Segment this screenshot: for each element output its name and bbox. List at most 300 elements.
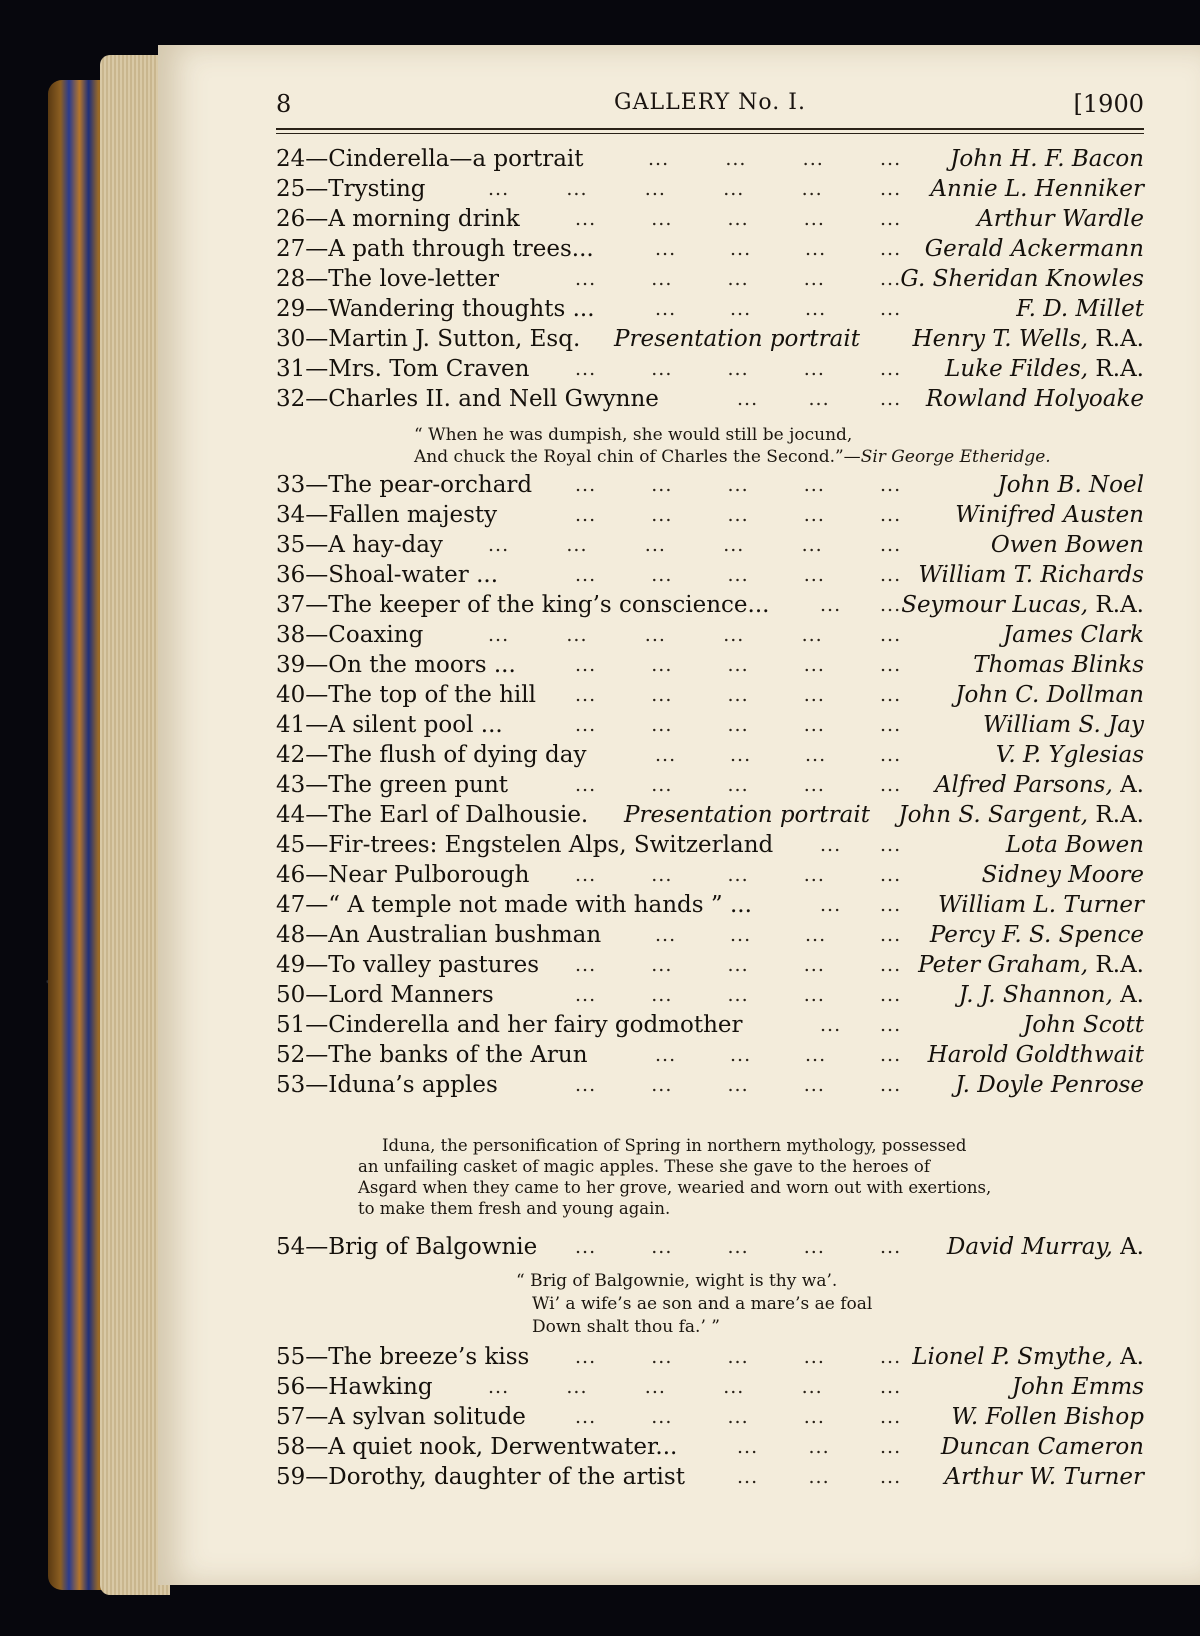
dot-leader: ... bbox=[648, 148, 670, 170]
entry-title: 55—The breeze’s kiss bbox=[276, 1344, 530, 1370]
dot-leader: ... bbox=[651, 684, 673, 706]
artist-name: John Scott bbox=[1023, 1012, 1144, 1038]
catalogue-entry bbox=[276, 1462, 1144, 1492]
dot-leader: ... bbox=[727, 504, 749, 526]
catalogue-entry bbox=[276, 530, 1144, 560]
dot-leader: ... bbox=[803, 714, 825, 736]
dot-leader: ... bbox=[803, 864, 825, 886]
dot-leader: ... bbox=[727, 564, 749, 586]
dot-leader: ... bbox=[651, 1406, 673, 1428]
dot-leader: ... bbox=[880, 894, 902, 916]
dot-leader: ... bbox=[737, 1436, 759, 1458]
dot-leader: ... bbox=[488, 624, 510, 646]
dot-leader: ... bbox=[880, 774, 902, 796]
dot-leader: ... bbox=[644, 534, 666, 556]
entry-artist bbox=[982, 860, 1144, 890]
dot-leader: ... bbox=[880, 954, 902, 976]
entry-artist bbox=[955, 500, 1144, 530]
entry-title: 45—Fir-trees: Engstelen Alps, Switzerland bbox=[276, 832, 774, 858]
dot-leader: ... bbox=[575, 1236, 597, 1258]
artist-name: Winifred Austen bbox=[955, 502, 1144, 528]
dot-leader: ... bbox=[820, 1014, 842, 1036]
entry-artist bbox=[900, 264, 1144, 294]
year-marker: [1900 bbox=[1073, 90, 1144, 118]
dot-leader: ... bbox=[880, 564, 902, 586]
artist-name: John H. F. Bacon bbox=[950, 146, 1144, 172]
dot-leader: ... bbox=[651, 564, 673, 586]
dot-leader: ... bbox=[880, 1074, 902, 1096]
artist-name: Thomas Blinks bbox=[973, 652, 1144, 678]
quote-54-line: Down shalt thou fa.’ ” bbox=[532, 1317, 720, 1337]
catalogue-entry bbox=[276, 1372, 1144, 1402]
dot-leader: ... bbox=[880, 1436, 902, 1458]
dot-leader: ... bbox=[655, 744, 677, 766]
dot-leader: ... bbox=[644, 178, 666, 200]
dot-leader: ... bbox=[727, 208, 749, 230]
entry-note: Presentation portrait bbox=[614, 326, 860, 352]
catalogue-entry bbox=[276, 384, 1144, 414]
dot-leader: ... bbox=[651, 984, 673, 1006]
dot-leader: ... bbox=[880, 1236, 902, 1258]
entry-title: 28—The love-letter bbox=[276, 266, 499, 292]
dot-leader: ... bbox=[727, 774, 749, 796]
artist-name: Peter Graham, bbox=[918, 952, 1089, 978]
dot-leader: ... bbox=[808, 1466, 830, 1488]
dot-leader: ... bbox=[803, 1346, 825, 1368]
artist-name: John Emms bbox=[1011, 1374, 1144, 1400]
dot-leader: ... bbox=[575, 774, 597, 796]
dot-leader: ... bbox=[651, 358, 673, 380]
dot-leader: ... bbox=[880, 624, 902, 646]
quote-32-line-1: “ When he was dumpish, she would still be jocund, bbox=[414, 425, 853, 445]
artist-rank: R.A. bbox=[1088, 952, 1144, 978]
dot-leader: ... bbox=[723, 624, 745, 646]
entry-artist bbox=[959, 980, 1144, 1010]
catalogue-entry bbox=[276, 1040, 1144, 1070]
dot-leader: ... bbox=[880, 684, 902, 706]
dot-leader: ... bbox=[803, 1236, 825, 1258]
dot-leader: ... bbox=[575, 564, 597, 586]
dot-leader: ... bbox=[723, 534, 745, 556]
entry-title: 50—Lord Manners bbox=[276, 982, 494, 1008]
dot-leader: ... bbox=[801, 1376, 823, 1398]
dot-leader: ... bbox=[566, 1376, 588, 1398]
dot-leader: ... bbox=[730, 744, 752, 766]
quote-32-text: And chuck the Royal chin of Charles the Second.”— bbox=[414, 447, 861, 467]
entry-title: 59—Dorothy, daughter of the artist bbox=[276, 1464, 685, 1490]
catalogue-entry bbox=[276, 680, 1144, 710]
dot-leader: ... bbox=[651, 1074, 673, 1096]
entry-title: 49—To valley pastures bbox=[276, 952, 540, 978]
dot-leader: ... bbox=[575, 1346, 597, 1368]
quote-32-line-2 bbox=[414, 446, 1051, 468]
dot-leader: ... bbox=[655, 924, 677, 946]
dot-leader: ... bbox=[727, 714, 749, 736]
entry-artist bbox=[918, 560, 1144, 590]
dot-leader: ... bbox=[805, 1044, 827, 1066]
catalogue-entry bbox=[276, 650, 1144, 680]
note-53-line: an unfailing casket of magic apples. These she gave to the heroes of bbox=[358, 1157, 930, 1176]
dot-leader: ... bbox=[575, 358, 597, 380]
quote-32-source: Sir George Etheridge. bbox=[860, 447, 1051, 467]
dot-leader: ... bbox=[802, 148, 824, 170]
dot-leader: ... bbox=[880, 504, 902, 526]
page-number: 8 bbox=[276, 90, 292, 118]
entry-artist bbox=[977, 204, 1144, 234]
catalogue-entry bbox=[276, 560, 1144, 590]
entry-artist bbox=[944, 1462, 1144, 1492]
entry-artist bbox=[926, 384, 1144, 414]
dot-leader: ... bbox=[737, 388, 759, 410]
dot-leader: ... bbox=[880, 388, 902, 410]
entry-artist bbox=[945, 354, 1144, 384]
catalogue-entry bbox=[276, 144, 1144, 174]
dot-leader: ... bbox=[730, 298, 752, 320]
entry-title: 41—A silent pool ... bbox=[276, 712, 503, 738]
entry-title: 54—Brig of Balgownie bbox=[276, 1234, 538, 1260]
catalogue-entry bbox=[276, 1342, 1144, 1372]
dot-leader: ... bbox=[880, 178, 902, 200]
entry-title: 52—The banks of the Arun bbox=[276, 1042, 588, 1068]
artist-name: Duncan Cameron bbox=[940, 1434, 1144, 1460]
dot-leader: ... bbox=[880, 148, 902, 170]
entry-artist bbox=[998, 470, 1144, 500]
dot-leader: ... bbox=[880, 654, 902, 676]
dot-leader: ... bbox=[803, 208, 825, 230]
entry-artist bbox=[1023, 1010, 1144, 1040]
catalogue-entry bbox=[276, 264, 1144, 294]
artist-name: David Murray, bbox=[946, 1234, 1113, 1260]
artist-name: Luke Fildes, bbox=[945, 356, 1089, 382]
entry-title: 47—“ A temple not made with hands ” ... bbox=[276, 892, 752, 918]
note-53 bbox=[358, 1135, 1058, 1219]
dot-leader: ... bbox=[880, 984, 902, 1006]
dot-leader: ... bbox=[575, 714, 597, 736]
entry-artist bbox=[955, 680, 1144, 710]
dot-leader: ... bbox=[727, 474, 749, 496]
entry-title: 26—A morning drink bbox=[276, 206, 520, 232]
entry-artist bbox=[928, 1040, 1144, 1070]
dot-leader: ... bbox=[803, 684, 825, 706]
dot-leader: ... bbox=[805, 298, 827, 320]
entry-artist bbox=[950, 144, 1144, 174]
dot-leader: ... bbox=[801, 624, 823, 646]
dot-leader: ... bbox=[723, 1376, 745, 1398]
entry-title: 39—On the moors ... bbox=[276, 652, 516, 678]
entry-title: 51—Cinderella and her fairy godmother bbox=[276, 1012, 743, 1038]
dot-leader: ... bbox=[488, 1376, 510, 1398]
entry-title: 34—Fallen majesty bbox=[276, 502, 498, 528]
dot-leader: ... bbox=[803, 504, 825, 526]
entry-artist bbox=[951, 1402, 1144, 1432]
dot-leader: ... bbox=[880, 238, 902, 260]
dot-leader: ... bbox=[575, 504, 597, 526]
entry-artist bbox=[1003, 620, 1144, 650]
entry-title: 43—The green punt bbox=[276, 772, 508, 798]
entry-artist bbox=[991, 530, 1144, 560]
dot-leader: ... bbox=[575, 474, 597, 496]
dot-leader: ... bbox=[880, 834, 902, 856]
catalogue-entry bbox=[276, 980, 1144, 1010]
entry-title: 36—Shoal-water ... bbox=[276, 562, 499, 588]
artist-name: Owen Bowen bbox=[990, 532, 1144, 558]
artist-name: Rowland Holyoake bbox=[925, 386, 1144, 412]
catalogue-entry bbox=[276, 294, 1144, 324]
dot-leader: ... bbox=[575, 268, 597, 290]
entry-title: 40—The top of the hill bbox=[276, 682, 536, 708]
catalogue-entry bbox=[276, 500, 1144, 530]
entry-title: 44—The Earl of Dalhousie. bbox=[276, 802, 589, 828]
quote-54-line: “ Brig of Balgownie, wight is thy wa’. bbox=[516, 1271, 838, 1291]
artist-name: Lionel P. Smythe, bbox=[912, 1344, 1113, 1370]
dot-leader: ... bbox=[727, 1346, 749, 1368]
catalogue-entry bbox=[276, 860, 1144, 890]
note-53-line: to make them fresh and young again. bbox=[358, 1199, 671, 1218]
catalogue-entry bbox=[276, 1232, 1144, 1262]
dot-leader: ... bbox=[651, 1346, 673, 1368]
catalogue-entry bbox=[276, 800, 1144, 830]
dot-leader: ... bbox=[727, 268, 749, 290]
entry-title: 31—Mrs. Tom Craven bbox=[276, 356, 530, 382]
dot-leader: ... bbox=[880, 594, 902, 616]
dot-leader: ... bbox=[730, 924, 752, 946]
dot-leader: ... bbox=[730, 238, 752, 260]
dot-leader: ... bbox=[727, 1074, 749, 1096]
dot-leader: ... bbox=[803, 268, 825, 290]
dot-leader: ... bbox=[575, 654, 597, 676]
entry-title: 57—A sylvan solitude bbox=[276, 1404, 526, 1430]
dot-leader: ... bbox=[803, 1406, 825, 1428]
dot-leader: ... bbox=[727, 358, 749, 380]
dot-leader: ... bbox=[820, 834, 842, 856]
entry-title: 53—Iduna’s apples bbox=[276, 1072, 498, 1098]
catalogue-entry bbox=[276, 740, 1144, 770]
artist-name: Arthur Wardle bbox=[977, 206, 1144, 232]
dot-leader: ... bbox=[651, 504, 673, 526]
artist-name: W. Follen Bishop bbox=[951, 1404, 1144, 1430]
dot-leader: ... bbox=[566, 534, 588, 556]
dot-leader: ... bbox=[651, 954, 673, 976]
entry-artist bbox=[941, 1432, 1144, 1462]
catalogue-entry bbox=[276, 354, 1144, 384]
catalogue-entry bbox=[276, 1432, 1144, 1462]
dot-leader: ... bbox=[880, 534, 902, 556]
dot-leader: ... bbox=[655, 238, 677, 260]
artist-name: Seymour Lucas, bbox=[901, 592, 1089, 618]
dot-leader: ... bbox=[651, 208, 673, 230]
entry-title: 27—A path through trees... bbox=[276, 236, 594, 262]
entry-artist bbox=[938, 890, 1144, 920]
artist-name: William S. Jay bbox=[983, 712, 1144, 738]
entry-artist bbox=[1016, 294, 1144, 324]
entry-artist bbox=[901, 590, 1144, 620]
artist-rank: R.A. bbox=[1088, 592, 1144, 618]
dot-leader: ... bbox=[880, 358, 902, 380]
entry-title: 29—Wandering thoughts ... bbox=[276, 296, 595, 322]
entry-artist bbox=[913, 324, 1144, 354]
dot-leader: ... bbox=[727, 1406, 749, 1428]
artist-name: Gerald Ackermann bbox=[924, 236, 1144, 262]
dot-leader: ... bbox=[575, 684, 597, 706]
catalogue-entry bbox=[276, 710, 1144, 740]
artist-name: John S. Sargent, bbox=[898, 802, 1089, 828]
artist-name: J. J. Shannon, bbox=[958, 982, 1113, 1008]
entry-artist bbox=[918, 950, 1144, 980]
entry-title: 32—Charles II. and Nell Gwynne bbox=[276, 386, 659, 412]
entry-artist bbox=[996, 740, 1144, 770]
dot-leader: ... bbox=[808, 388, 830, 410]
artist-name: James Clark bbox=[1002, 622, 1144, 648]
artist-name: V. P. Yglesias bbox=[995, 742, 1144, 768]
dot-leader: ... bbox=[880, 744, 902, 766]
dot-leader: ... bbox=[730, 1044, 752, 1066]
note-53-line: Iduna, the personification of Spring in northern mythology, possessed bbox=[382, 1136, 967, 1155]
entry-title: 48—An Australian bushman bbox=[276, 922, 602, 948]
dot-leader: ... bbox=[651, 864, 673, 886]
artist-name: Harold Goldthwait bbox=[927, 1042, 1144, 1068]
entry-title: 42—The flush of dying day bbox=[276, 742, 587, 768]
dot-leader: ... bbox=[575, 864, 597, 886]
dot-leader: ... bbox=[651, 654, 673, 676]
header-rule-thin bbox=[276, 133, 1144, 134]
dot-leader: ... bbox=[803, 774, 825, 796]
dot-leader: ... bbox=[575, 1074, 597, 1096]
artist-name: Henry T. Wells, bbox=[912, 326, 1089, 352]
dot-leader: ... bbox=[805, 744, 827, 766]
dot-leader: ... bbox=[575, 1406, 597, 1428]
running-title: GALLERY No. I. bbox=[614, 90, 806, 115]
dot-leader: ... bbox=[880, 1014, 902, 1036]
entry-artist bbox=[947, 1232, 1144, 1262]
dot-leader: ... bbox=[880, 208, 902, 230]
catalogue-entry bbox=[276, 324, 1144, 354]
quote-54-line: Wi’ a wife’s ae son and a mare’s ae foal bbox=[532, 1294, 873, 1314]
dot-leader: ... bbox=[651, 714, 673, 736]
artist-name: Lota Bowen bbox=[1005, 832, 1144, 858]
catalogue-entry bbox=[276, 1402, 1144, 1432]
dot-leader: ... bbox=[805, 924, 827, 946]
dot-leader: ... bbox=[488, 534, 510, 556]
catalogue-entry bbox=[276, 830, 1144, 860]
catalogue-entry bbox=[276, 470, 1144, 500]
artist-name: Arthur W. Turner bbox=[944, 1464, 1144, 1490]
catalogue-entry bbox=[276, 234, 1144, 264]
dot-leader: ... bbox=[566, 624, 588, 646]
artist-name: William T. Richards bbox=[918, 562, 1144, 588]
artist-rank: A. bbox=[1112, 1234, 1144, 1260]
dot-leader: ... bbox=[655, 1044, 677, 1066]
dot-leader: ... bbox=[880, 864, 902, 886]
entry-artist bbox=[1012, 1372, 1144, 1402]
artist-rank: R.A. bbox=[1088, 326, 1144, 352]
dot-leader: ... bbox=[880, 1346, 902, 1368]
dot-leader: ... bbox=[803, 358, 825, 380]
catalogue-entry bbox=[276, 890, 1144, 920]
artist-name: Annie L. Henniker bbox=[930, 176, 1144, 202]
artist-rank: A. bbox=[1112, 982, 1144, 1008]
dot-leader: ... bbox=[727, 684, 749, 706]
dot-leader: ... bbox=[727, 654, 749, 676]
entry-artist bbox=[912, 1342, 1144, 1372]
catalogue-entry bbox=[276, 590, 1144, 620]
dot-leader: ... bbox=[820, 894, 842, 916]
entry-title: 30—Martin J. Sutton, Esq. bbox=[276, 326, 581, 352]
catalogue-entry bbox=[276, 950, 1144, 980]
dot-leader: ... bbox=[880, 714, 902, 736]
entry-artist bbox=[955, 1070, 1144, 1100]
entry-title: 46—Near Pulborough bbox=[276, 862, 530, 888]
dot-leader: ... bbox=[651, 774, 673, 796]
entry-artist bbox=[973, 650, 1144, 680]
catalogue-entry bbox=[276, 1070, 1144, 1100]
entry-title: 37—The keeper of the king’s conscience... bbox=[276, 592, 770, 618]
artist-name: John C. Dollman bbox=[955, 682, 1144, 708]
catalogue-entry bbox=[276, 920, 1144, 950]
dot-leader: ... bbox=[727, 1236, 749, 1258]
dot-leader: ... bbox=[575, 208, 597, 230]
entry-title: 24—Cinderella—a portrait bbox=[276, 146, 584, 172]
dot-leader: ... bbox=[805, 238, 827, 260]
page-header bbox=[276, 84, 1144, 124]
dot-leader: ... bbox=[727, 984, 749, 1006]
dot-leader: ... bbox=[651, 1236, 673, 1258]
dot-leader: ... bbox=[575, 984, 597, 1006]
entry-artist bbox=[925, 234, 1144, 264]
artist-rank: R.A. bbox=[1088, 802, 1144, 828]
dot-leader: ... bbox=[803, 474, 825, 496]
dot-leader: ... bbox=[644, 624, 666, 646]
dot-leader: ... bbox=[575, 954, 597, 976]
dot-leader: ... bbox=[803, 954, 825, 976]
dot-leader: ... bbox=[566, 178, 588, 200]
entry-title: 35—A hay-day bbox=[276, 532, 443, 558]
entry-title: 38—Coaxing bbox=[276, 622, 424, 648]
entry-artist bbox=[898, 800, 1144, 830]
dot-leader: ... bbox=[880, 474, 902, 496]
dot-leader: ... bbox=[655, 298, 677, 320]
artist-rank: R.A. bbox=[1088, 356, 1144, 382]
catalogue-entry bbox=[276, 204, 1144, 234]
dot-leader: ... bbox=[820, 594, 842, 616]
dot-leader: ... bbox=[803, 564, 825, 586]
entry-artist bbox=[1006, 830, 1144, 860]
dot-leader: ... bbox=[880, 268, 902, 290]
dot-leader: ... bbox=[803, 654, 825, 676]
dot-leader: ... bbox=[727, 864, 749, 886]
header-rule bbox=[276, 128, 1144, 130]
artist-name: William L. Turner bbox=[938, 892, 1144, 918]
dot-leader: ... bbox=[737, 1466, 759, 1488]
entry-note: Presentation portrait bbox=[624, 802, 870, 828]
entry-title: 25—Trysting bbox=[276, 176, 426, 202]
catalogue-entry bbox=[276, 620, 1144, 650]
dot-leader: ... bbox=[803, 984, 825, 1006]
dot-leader: ... bbox=[651, 474, 673, 496]
dot-leader: ... bbox=[644, 1376, 666, 1398]
dot-leader: ... bbox=[808, 1436, 830, 1458]
entry-artist bbox=[983, 710, 1144, 740]
dot-leader: ... bbox=[723, 178, 745, 200]
note-53-line: Asgard when they came to her grove, wearied and worn out with exertions, bbox=[358, 1178, 992, 1197]
entry-title: 58—A quiet nook, Derwentwater... bbox=[276, 1434, 678, 1460]
catalogue-entry bbox=[276, 770, 1144, 800]
artist-rank: A. bbox=[1112, 1344, 1144, 1370]
entry-title: 33—The pear-orchard bbox=[276, 472, 533, 498]
entry-artist bbox=[930, 174, 1144, 204]
dot-leader: ... bbox=[488, 178, 510, 200]
catalogue-entry bbox=[276, 174, 1144, 204]
entry-artist bbox=[935, 770, 1144, 800]
